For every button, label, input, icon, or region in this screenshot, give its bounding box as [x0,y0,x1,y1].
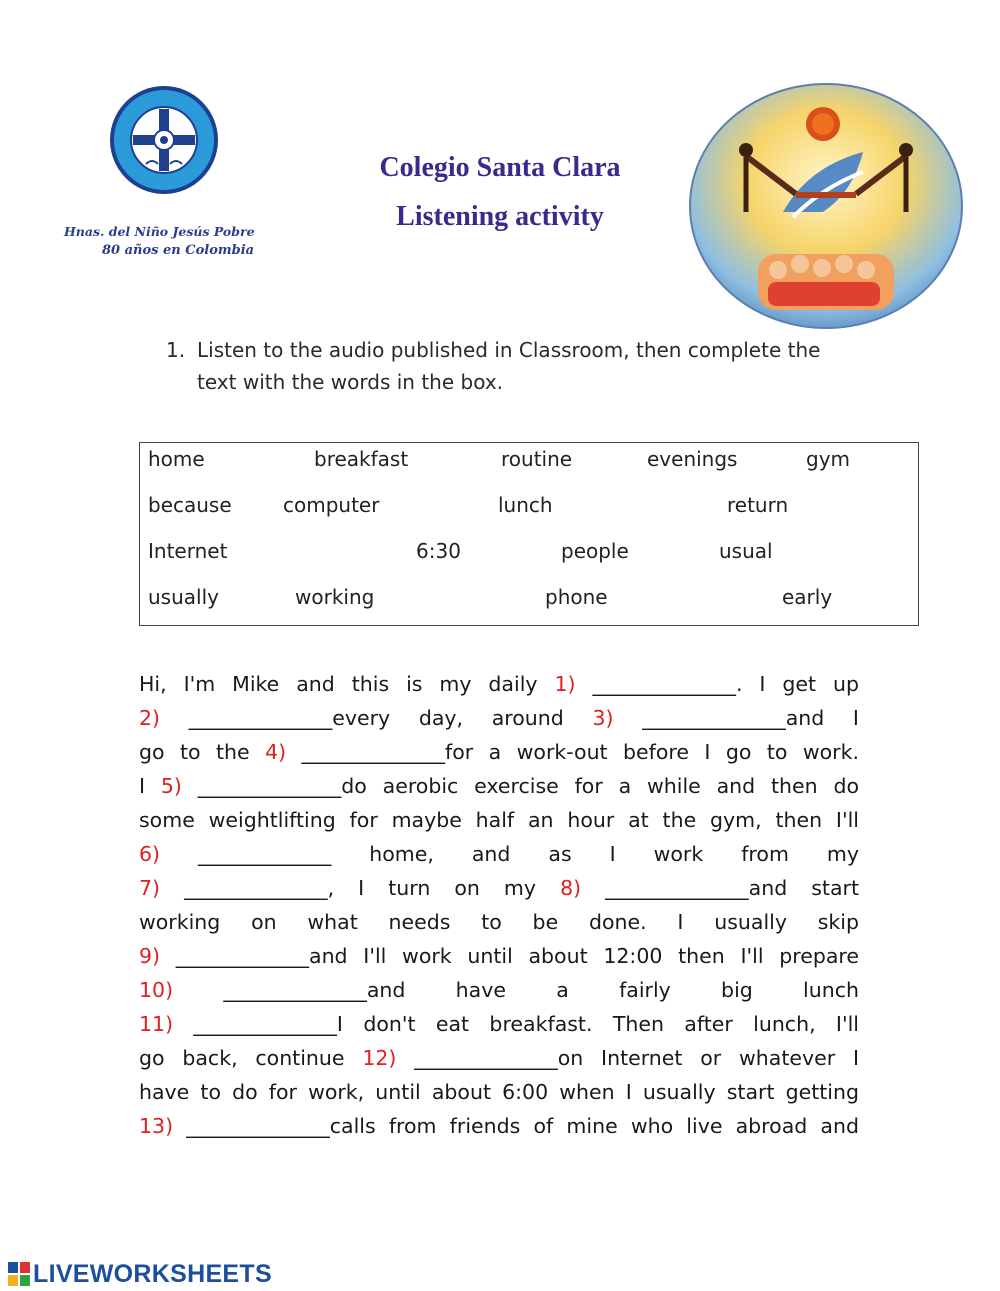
passage-text: Hi, I'm Mike and this is my daily [139,672,555,696]
activity-title: Listening activity [396,201,604,232]
school-crest-logo [108,84,220,196]
word-bank-item: return [727,493,789,517]
blank-number-13: 13) [139,1114,174,1138]
blank-7[interactable]: ______________, I turn on my [160,876,561,900]
passage-line-11 [139,1012,859,1042]
word-bank-item: people [561,539,629,563]
passage-text: some weightlifting for maybe half an hour at the gym, then I'll [139,808,859,832]
passage-line-12 [139,1046,859,1076]
blank-number-8: 8) [560,876,582,900]
liveworksheets-icon [8,1262,30,1286]
passage-line-5 [139,808,859,838]
blank-5[interactable]: ______________do aerobic exercise for a while and then do [181,774,860,798]
passage-line-7 [139,876,859,906]
passage-line-4 [139,774,859,804]
word-bank-item: home [148,447,205,471]
word-bank-item: computer [283,493,380,517]
instruction-line-2: text with the words in the box. [197,370,504,394]
blank-11[interactable]: ______________I don't eat breakfast. Then after lunch, I'll [173,1012,859,1036]
passage-line-10 [139,978,859,1008]
word-bank-item: usually [148,585,219,609]
blank-10[interactable]: ______________and have a fairly big lunch [173,978,859,1002]
blank-6[interactable]: _____________ home, and as I work from my [160,842,859,866]
word-bank-item: working [295,585,375,609]
blank-number-2: 2) [139,706,161,730]
passage-line-6 [139,842,859,872]
passage-line-9 [139,944,859,974]
passage-text: have to do for work, until about 6:00 when I usually start getting [139,1080,859,1104]
word-bank-box [139,442,919,626]
passage-text: I [139,774,161,798]
blank-12[interactable]: ______________on Internet or whatever I [396,1046,859,1070]
passage-line-14 [139,1114,859,1144]
blank-number-12: 12) [362,1046,397,1070]
blank-8[interactable]: ______________and start [581,876,859,900]
blank-13[interactable]: ______________calls from friends of mine who live abroad and [173,1114,859,1138]
blank-number-4: 4) [265,740,287,764]
blank-9[interactable]: _____________and I'll work until about 12:00 then I'll prepare [160,944,859,968]
word-bank-item: 6:30 [416,539,461,563]
word-bank-item: early [782,585,833,609]
blank-number-11: 11) [139,1012,174,1036]
blank-number-6: 6) [139,842,161,866]
blank-number-10: 10) [139,978,174,1002]
school-name-title: Colegio Santa Clara [379,152,621,183]
passage-line-8 [139,910,859,940]
blank-number-3: 3) [592,706,614,730]
motto-line-1: Hnas. del Niño Jesús Pobre [64,224,255,239]
passage-line-3 [139,740,859,770]
word-bank-item: usual [719,539,773,563]
passage-line-13 [139,1080,859,1110]
passage-line-1 [139,672,859,702]
brand-text: LIVEWORKSHEETS [33,1259,272,1288]
word-bank-item: routine [501,447,573,471]
blank-number-9: 9) [139,944,161,968]
blank-4[interactable]: ______________for a work-out before I go to work. [286,740,860,764]
instruction [166,334,866,398]
blank-number-5: 5) [160,774,182,798]
instruction-number: 1. [166,338,186,362]
passage-text: working on what needs to be done. I usually skip [139,910,859,934]
word-bank-item: breakfast [314,447,409,471]
instruction-line-1: Listen to the audio published in Classroom, then complete the [197,338,821,362]
passage-text: go back, continue [139,1046,363,1070]
word-bank-item: phone [545,585,608,609]
word-bank-item: lunch [498,493,553,517]
blank-number-1: 1) [554,672,576,696]
blank-3[interactable]: ______________and I [613,706,859,730]
motto-line-2: 80 años en Colombia [102,243,255,258]
blank-2[interactable]: ______________every day, around [160,706,593,730]
peace-emblem-logo [688,82,964,330]
school-motto [64,224,264,258]
word-bank-item: evenings [647,447,738,471]
word-bank-item: gym [806,447,851,471]
passage-line-2 [139,706,859,736]
word-bank-item: Internet [148,539,228,563]
liveworksheets-brand[interactable] [8,1259,272,1289]
passage-text: go to the [139,740,266,764]
blank-1[interactable]: ______________. I get up [575,672,859,696]
blank-number-7: 7) [139,876,161,900]
word-bank-item: because [148,493,232,517]
